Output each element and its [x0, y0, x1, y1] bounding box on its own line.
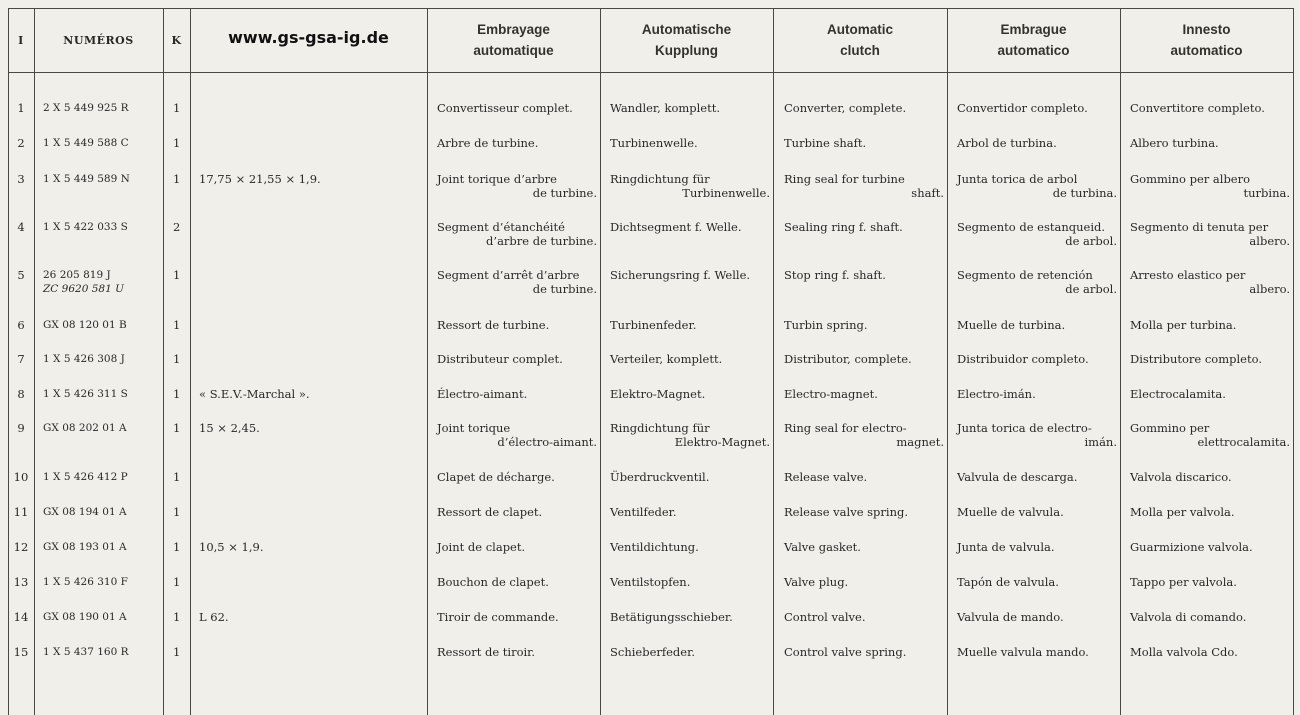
- line: 1 X 5 437 160 R: [43, 646, 129, 658]
- quantity: 1: [173, 645, 181, 659]
- row-index: 7: [17, 352, 25, 366]
- desc-french: [437, 505, 597, 519]
- desc-french: [437, 268, 597, 296]
- specification: 17,75 × 21,55 × 1,9.: [199, 172, 321, 186]
- part-number: [43, 575, 161, 589]
- desc-german: [610, 101, 770, 115]
- line: Muelle valvula mando.: [957, 645, 1089, 659]
- line: Turbine shaft.: [784, 136, 867, 150]
- desc-italian: [1130, 610, 1290, 624]
- line: Converter, complete.: [784, 101, 907, 115]
- row-index: 11: [13, 505, 29, 519]
- row-index: 8: [17, 387, 25, 401]
- line: Ressort de clapet.: [437, 505, 543, 519]
- line: Convertitore completo.: [1130, 101, 1265, 115]
- line: GX 08 120 01 B: [43, 319, 127, 331]
- quantity: 1: [173, 470, 181, 484]
- line: 1 X 5 422 033 S: [43, 221, 128, 233]
- desc-english: [784, 136, 944, 150]
- part-number: [43, 172, 161, 186]
- line: 1 X 5 426 311 S: [43, 388, 128, 400]
- specification: 15 × 2,45.: [199, 421, 260, 435]
- line: Ressort de turbine.: [437, 318, 550, 332]
- desc-italian: [1130, 136, 1290, 150]
- quantity: 1: [173, 505, 181, 519]
- line: Betätigungsschieber.: [610, 610, 733, 624]
- line: Verteiler, komplett.: [610, 352, 723, 366]
- line-continued: d’électro-aimant.: [497, 435, 597, 449]
- line-continued: Elektro-Magnet.: [674, 435, 770, 449]
- desc-italian: [1130, 318, 1290, 332]
- desc-french: [437, 645, 597, 659]
- part-number: [43, 387, 161, 401]
- desc-english: [784, 540, 944, 554]
- desc-spanish: [957, 387, 1117, 401]
- line-continued: elettrocalamita.: [1197, 435, 1290, 449]
- line: Ventilstopfen.: [610, 575, 691, 589]
- desc-spanish: [957, 220, 1117, 248]
- row-index: 6: [17, 318, 25, 332]
- line: Ventilfeder.: [610, 505, 677, 519]
- desc-italian: [1130, 352, 1290, 366]
- line: 1 X 5 426 308 J: [43, 353, 125, 365]
- row-index: 5: [17, 268, 25, 282]
- rule-french: [600, 8, 601, 715]
- row-index: 14: [13, 610, 29, 624]
- line: Segmento di tenuta per: [1130, 220, 1269, 234]
- desc-spanish: [957, 645, 1117, 659]
- line: 1 X 5 426 412 P: [43, 471, 128, 483]
- rule-right: [1293, 8, 1294, 715]
- line-continued: magnet.: [896, 435, 944, 449]
- desc-german: [610, 318, 770, 332]
- line: Stop ring f. shaft.: [784, 268, 886, 282]
- part-number: [43, 610, 161, 624]
- line: Ventildichtung.: [610, 540, 699, 554]
- quantity: 1: [173, 318, 181, 332]
- row-index: 13: [13, 575, 29, 589]
- part-number: [43, 136, 161, 150]
- line-continued: de arbol.: [1065, 282, 1117, 296]
- desc-english: [784, 575, 944, 589]
- line-continued: imán.: [1084, 435, 1117, 449]
- line: Tappo per valvola.: [1130, 575, 1237, 589]
- desc-spanish: [957, 352, 1117, 366]
- quantity: 1: [173, 136, 181, 150]
- line: GX 08 190 01 A: [43, 611, 127, 623]
- line: Convertisseur complet.: [437, 101, 573, 115]
- line: Control valve.: [784, 610, 866, 624]
- desc-german: [610, 470, 770, 484]
- line: Arbol de turbina.: [957, 136, 1057, 150]
- desc-german: [610, 505, 770, 519]
- line: Tapón de valvula.: [957, 575, 1059, 589]
- quantity: 1: [173, 172, 181, 186]
- desc-italian: [1130, 387, 1290, 401]
- line: Electrocalamita.: [1130, 387, 1226, 401]
- line-continued: shaft.: [911, 186, 944, 200]
- desc-german: [610, 268, 770, 282]
- desc-spanish: [957, 136, 1117, 150]
- part-number: [43, 645, 161, 659]
- desc-english: [784, 172, 944, 200]
- desc-english: [784, 387, 944, 401]
- header-spanish: Embrague automatico: [997, 22, 1070, 58]
- desc-french: [437, 421, 597, 449]
- desc-english: [784, 352, 944, 366]
- quantity: 1: [173, 540, 181, 554]
- line: Sealing ring f. shaft.: [784, 220, 903, 234]
- rule-spec: [427, 8, 428, 715]
- desc-english: [784, 318, 944, 332]
- line: Ringdichtung für: [610, 421, 710, 435]
- line: Ring seal for turbine: [784, 172, 905, 186]
- desc-french: [437, 172, 597, 200]
- line: GX 08 194 01 A: [43, 506, 127, 518]
- line-continued: de turbine.: [532, 282, 597, 296]
- line-continued: d’arbre de turbine.: [486, 234, 597, 248]
- desc-spanish: [957, 470, 1117, 484]
- desc-english: [784, 101, 944, 115]
- header-english: Automatic clutch: [826, 22, 893, 58]
- line: Joint torique: [437, 421, 511, 435]
- line-continued: de arbol.: [1065, 234, 1117, 248]
- desc-english: [784, 268, 944, 282]
- line: Schieberfeder.: [610, 645, 695, 659]
- line: Ring seal for electro-: [784, 421, 907, 435]
- desc-italian: [1130, 645, 1290, 659]
- line: Tiroir de commande.: [437, 610, 559, 624]
- line: Ressort de tiroir.: [437, 645, 536, 659]
- header-french: Embrayage automatique: [473, 22, 554, 58]
- row-index: 9: [17, 421, 25, 435]
- line-continued: albero.: [1249, 234, 1290, 248]
- desc-german: [610, 645, 770, 659]
- line: Dichtsegment f. Welle.: [610, 220, 742, 234]
- desc-french: [437, 470, 597, 484]
- line: Convertidor completo.: [957, 101, 1088, 115]
- desc-italian: [1130, 505, 1290, 519]
- quantity: 1: [173, 268, 181, 282]
- desc-french: [437, 575, 597, 589]
- line: Junta torica de arbol: [957, 172, 1078, 186]
- desc-german: [610, 540, 770, 554]
- line: Valvola discarico.: [1130, 470, 1232, 484]
- line-continued: Turbinenwelle.: [682, 186, 770, 200]
- specification: 10,5 × 1,9.: [199, 540, 264, 554]
- desc-english: [784, 421, 944, 449]
- line: Valvula de mando.: [957, 610, 1064, 624]
- desc-spanish: [957, 575, 1117, 589]
- line: Valve gasket.: [784, 540, 861, 554]
- desc-french: [437, 610, 597, 624]
- desc-german: [610, 136, 770, 150]
- part-number: [43, 101, 161, 115]
- rule-numbers: [163, 8, 164, 715]
- desc-german: [610, 220, 770, 234]
- line: Distributor, complete.: [784, 352, 912, 366]
- line: Überdruckventil.: [610, 470, 710, 484]
- line: Clapet de décharge.: [437, 470, 555, 484]
- line: 1 X 5 449 588 C: [43, 137, 129, 149]
- desc-french: [437, 352, 597, 366]
- desc-french: [437, 136, 597, 150]
- part-number: [43, 318, 161, 332]
- desc-german: [610, 421, 770, 449]
- desc-english: [784, 505, 944, 519]
- header-italian: Innesto automatico: [1170, 22, 1243, 58]
- header-numbers: NUMÉROS: [63, 33, 134, 47]
- line-continued: de turbina.: [1052, 186, 1117, 200]
- line: Molla valvola Cdo.: [1130, 645, 1238, 659]
- line: Electro-magnet.: [784, 387, 878, 401]
- line: Distributore completo.: [1130, 352, 1262, 366]
- desc-spanish: [957, 610, 1117, 624]
- row-index: 10: [13, 470, 29, 484]
- desc-french: [437, 318, 597, 332]
- desc-spanish: [957, 268, 1117, 296]
- desc-french: [437, 101, 597, 115]
- specification: L 62.: [199, 610, 229, 624]
- line: Release valve spring.: [784, 505, 909, 519]
- line: 1 X 5 449 589 N: [43, 173, 130, 185]
- line: Sicherungsring f. Welle.: [610, 268, 751, 282]
- desc-english: [784, 470, 944, 484]
- line-continued: de turbine.: [532, 186, 597, 200]
- desc-spanish: [957, 101, 1117, 115]
- desc-italian: [1130, 172, 1290, 200]
- header-index: I: [18, 33, 24, 47]
- desc-german: [610, 575, 770, 589]
- line: Muelle de valvula.: [957, 505, 1064, 519]
- line: Segment d’étanchéité: [437, 220, 565, 234]
- rule-left: [8, 8, 9, 715]
- line: Molla per turbina.: [1130, 318, 1237, 332]
- line: 2 X 5 449 925 R: [43, 102, 129, 114]
- desc-french: [437, 540, 597, 554]
- line: GX 08 202 01 A: [43, 422, 127, 434]
- line: Gommino per: [1130, 421, 1210, 435]
- line: Électro-aimant.: [437, 387, 528, 401]
- part-number: [43, 352, 161, 366]
- line: Bouchon de clapet.: [437, 575, 549, 589]
- desc-italian: [1130, 220, 1290, 248]
- quantity: 1: [173, 575, 181, 589]
- desc-italian: [1130, 470, 1290, 484]
- rule-spanish: [1120, 8, 1121, 715]
- desc-spanish: [957, 318, 1117, 332]
- line: Elektro-Magnet.: [610, 387, 706, 401]
- quantity: 1: [173, 352, 181, 366]
- part-number: [43, 421, 161, 435]
- row-index: 2: [17, 136, 25, 150]
- desc-italian: [1130, 101, 1290, 115]
- line: Release valve.: [784, 470, 868, 484]
- line: Wandler, komplett.: [610, 101, 721, 115]
- line: Ringdichtung für: [610, 172, 710, 186]
- line-continued: ZC 9620 581 U: [43, 283, 124, 295]
- quantity: 1: [173, 387, 181, 401]
- line: 1 X 5 426 310 F: [43, 576, 128, 588]
- header-qty: K: [171, 33, 182, 47]
- row-index: 1: [17, 101, 25, 115]
- part-number: [43, 505, 161, 519]
- desc-spanish: [957, 172, 1117, 200]
- line: Junta de valvula.: [957, 540, 1055, 554]
- line: Molla per valvola.: [1130, 505, 1235, 519]
- rule-german: [773, 8, 774, 715]
- desc-french: [437, 220, 597, 248]
- line-continued: turbina.: [1243, 186, 1290, 200]
- desc-italian: [1130, 540, 1290, 554]
- line: Turbin spring.: [784, 318, 868, 332]
- desc-spanish: [957, 421, 1117, 449]
- line: Segmento de retención: [957, 268, 1093, 282]
- line: Segmento de estanqueid.: [957, 220, 1106, 234]
- line-continued: albero.: [1249, 282, 1290, 296]
- rule-english: [947, 8, 948, 715]
- line: Gommino per albero: [1130, 172, 1251, 186]
- line: Junta torica de electro-: [957, 421, 1092, 435]
- line: Arresto elastico per: [1130, 268, 1246, 282]
- row-index: 15: [13, 645, 29, 659]
- line: Albero turbina.: [1130, 136, 1219, 150]
- quantity: 1: [173, 421, 181, 435]
- desc-spanish: [957, 540, 1117, 554]
- desc-italian: [1130, 575, 1290, 589]
- row-index: 12: [13, 540, 29, 554]
- desc-italian: [1130, 421, 1290, 449]
- quantity: 1: [173, 610, 181, 624]
- line: Valvula de descarga.: [957, 470, 1078, 484]
- row-index: 4: [17, 220, 25, 234]
- line: 26 205 819 J: [43, 269, 111, 281]
- line: Joint torique d’arbre: [437, 172, 557, 186]
- quantity: 2: [173, 220, 181, 234]
- desc-italian: [1130, 268, 1290, 296]
- line: Electro-imán.: [957, 387, 1036, 401]
- desc-german: [610, 387, 770, 401]
- desc-english: [784, 220, 944, 234]
- line: Guarmizione valvola.: [1130, 540, 1253, 554]
- row-index: 3: [17, 172, 25, 186]
- specification: « S.E.V.-Marchal ».: [199, 387, 310, 401]
- desc-german: [610, 610, 770, 624]
- desc-english: [784, 610, 944, 624]
- quantity: 1: [173, 101, 181, 115]
- part-number: [43, 268, 161, 296]
- line: Joint de clapet.: [437, 540, 526, 554]
- line: GX 08 193 01 A: [43, 541, 127, 553]
- line: Turbinenwelle.: [610, 136, 698, 150]
- part-number: [43, 540, 161, 554]
- watermark: www.gs-gsa-ig.de: [228, 28, 389, 47]
- part-number: [43, 470, 161, 484]
- desc-german: [610, 352, 770, 366]
- line: Valve plug.: [784, 575, 849, 589]
- rule-index: [34, 8, 35, 715]
- desc-english: [784, 645, 944, 659]
- part-number: [43, 220, 161, 234]
- line: Arbre de turbine.: [437, 136, 539, 150]
- rule-header-bottom: [8, 72, 1293, 73]
- line: Distribuidor completo.: [957, 352, 1089, 366]
- line: Muelle de turbina.: [957, 318, 1066, 332]
- desc-french: [437, 387, 597, 401]
- line: Turbinenfeder.: [610, 318, 697, 332]
- header-german: Automatische Kupplung: [641, 22, 732, 58]
- line: Segment d’arrêt d’arbre: [437, 268, 580, 282]
- desc-german: [610, 172, 770, 200]
- line: Control valve spring.: [784, 645, 907, 659]
- line: Distributeur complet.: [437, 352, 563, 366]
- rule-qty: [190, 8, 191, 715]
- line: Valvola di comando.: [1130, 610, 1247, 624]
- desc-spanish: [957, 505, 1117, 519]
